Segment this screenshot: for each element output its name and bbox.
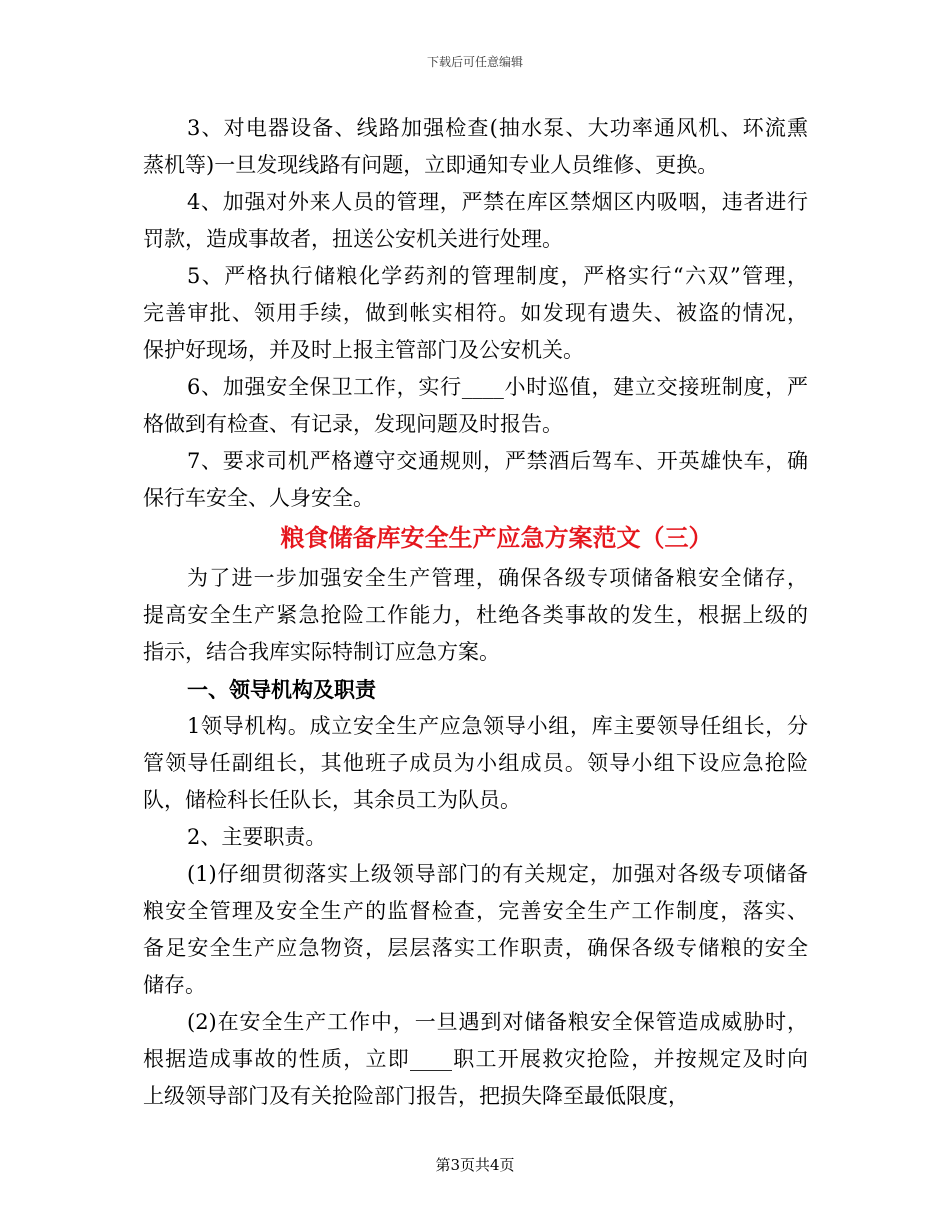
duties-title (143, 819, 808, 856)
paragraph-item-6 (143, 369, 808, 443)
text-line: 保护好现场，并及时上报主管部门及公安机关。 (143, 338, 584, 362)
text-line: 指示，结合我库实际特制订应急方案。 (143, 640, 500, 664)
text-line: 6、加强安全保卫工作，实行____小时巡值，建立交接班制度，严 (187, 375, 808, 399)
text-line: 4、加强对外来人员的管理，严禁在库区禁烟区内吸咽，违者进行 (187, 190, 808, 214)
duty-item-1 (143, 856, 808, 1004)
text-line: 备足安全生产应急物资，层层落实工作职责，确保各级专储粮的安全 (143, 936, 808, 960)
section-title: 粮食储备库安全生产应急方案范文（三） (280, 523, 713, 552)
text-line: 保行车安全、人身安全。 (143, 486, 374, 510)
text-line: 队，储检科长任队长，其余员工为队员。 (143, 788, 521, 812)
text-line: 完善审批、领用手续，做到帐实相符。如发现有遗失、被盗的情况， (143, 301, 808, 325)
page-number: 第3页共4页 (435, 1156, 515, 1174)
text-line: 上级领导部门及有关抢险部门报告，把损失降至最低限度， (143, 1084, 689, 1108)
document-body (143, 110, 808, 1115)
leadership-paragraph (143, 708, 808, 819)
duty-item-2 (143, 1004, 808, 1115)
header-note: 下载后可任意编辑 (426, 55, 523, 69)
text-line: 管领导任副组长，其他班子成员为小组成员。领导小组下设应急抢险 (143, 751, 808, 775)
text-line: 罚款，造成事故者，扭送公安机关进行处理。 (143, 227, 563, 251)
paragraph-item-3 (143, 110, 808, 184)
text-line: 粮安全管理及安全生产的监督检查，完善安全生产工作制度，落实、 (143, 899, 808, 923)
text-line: (1)仔细贯彻落实上级领导部门的有关规定，加强对各级专项储备 (187, 862, 808, 886)
text-line: 格做到有检查、有记录，发现问题及时报告。 (143, 412, 563, 436)
text-line: 为了进一步加强安全生产管理，确保各级专项储备粮安全储存， (187, 566, 808, 590)
paragraph-item-7 (143, 443, 808, 517)
text-line: 1领导机构。成立安全生产应急领导小组，库主要领导任组长，分 (187, 714, 808, 738)
paragraph-item-4 (143, 184, 808, 258)
text-line: 提高安全生产紧急抢险工作能力，杜绝各类事故的发生，根据上级的 (143, 603, 808, 627)
text-line: 7、要求司机严格遵守交通规则，严禁酒后驾车、开英雄快车，确 (187, 449, 808, 473)
text-line: 2、主要职责。 (187, 825, 327, 849)
intro-paragraph (143, 560, 808, 671)
text-line: 储存。 (143, 973, 206, 997)
text-line: 5、严格执行储粮化学药剂的管理制度，严格实行“六双”管理， (187, 264, 808, 288)
text-line: (2)在安全生产工作中，一旦遇到对储备粮安全保管造成威胁时， (187, 1010, 808, 1034)
text-line: 根据造成事故的性质，立即____职工开展救灾抢险，并按规定及时向 (143, 1047, 808, 1071)
text-line: 3、对电器设备、线路加强检查(抽水泵、大功率通风机、环流熏 (187, 116, 808, 140)
section-heading: 一、领导机构及职责 (187, 677, 376, 702)
paragraph-item-5 (143, 258, 808, 369)
text-line: 蒸机等)一旦发现线路有问题，立即通知专业人员维修、更换。 (143, 153, 719, 177)
